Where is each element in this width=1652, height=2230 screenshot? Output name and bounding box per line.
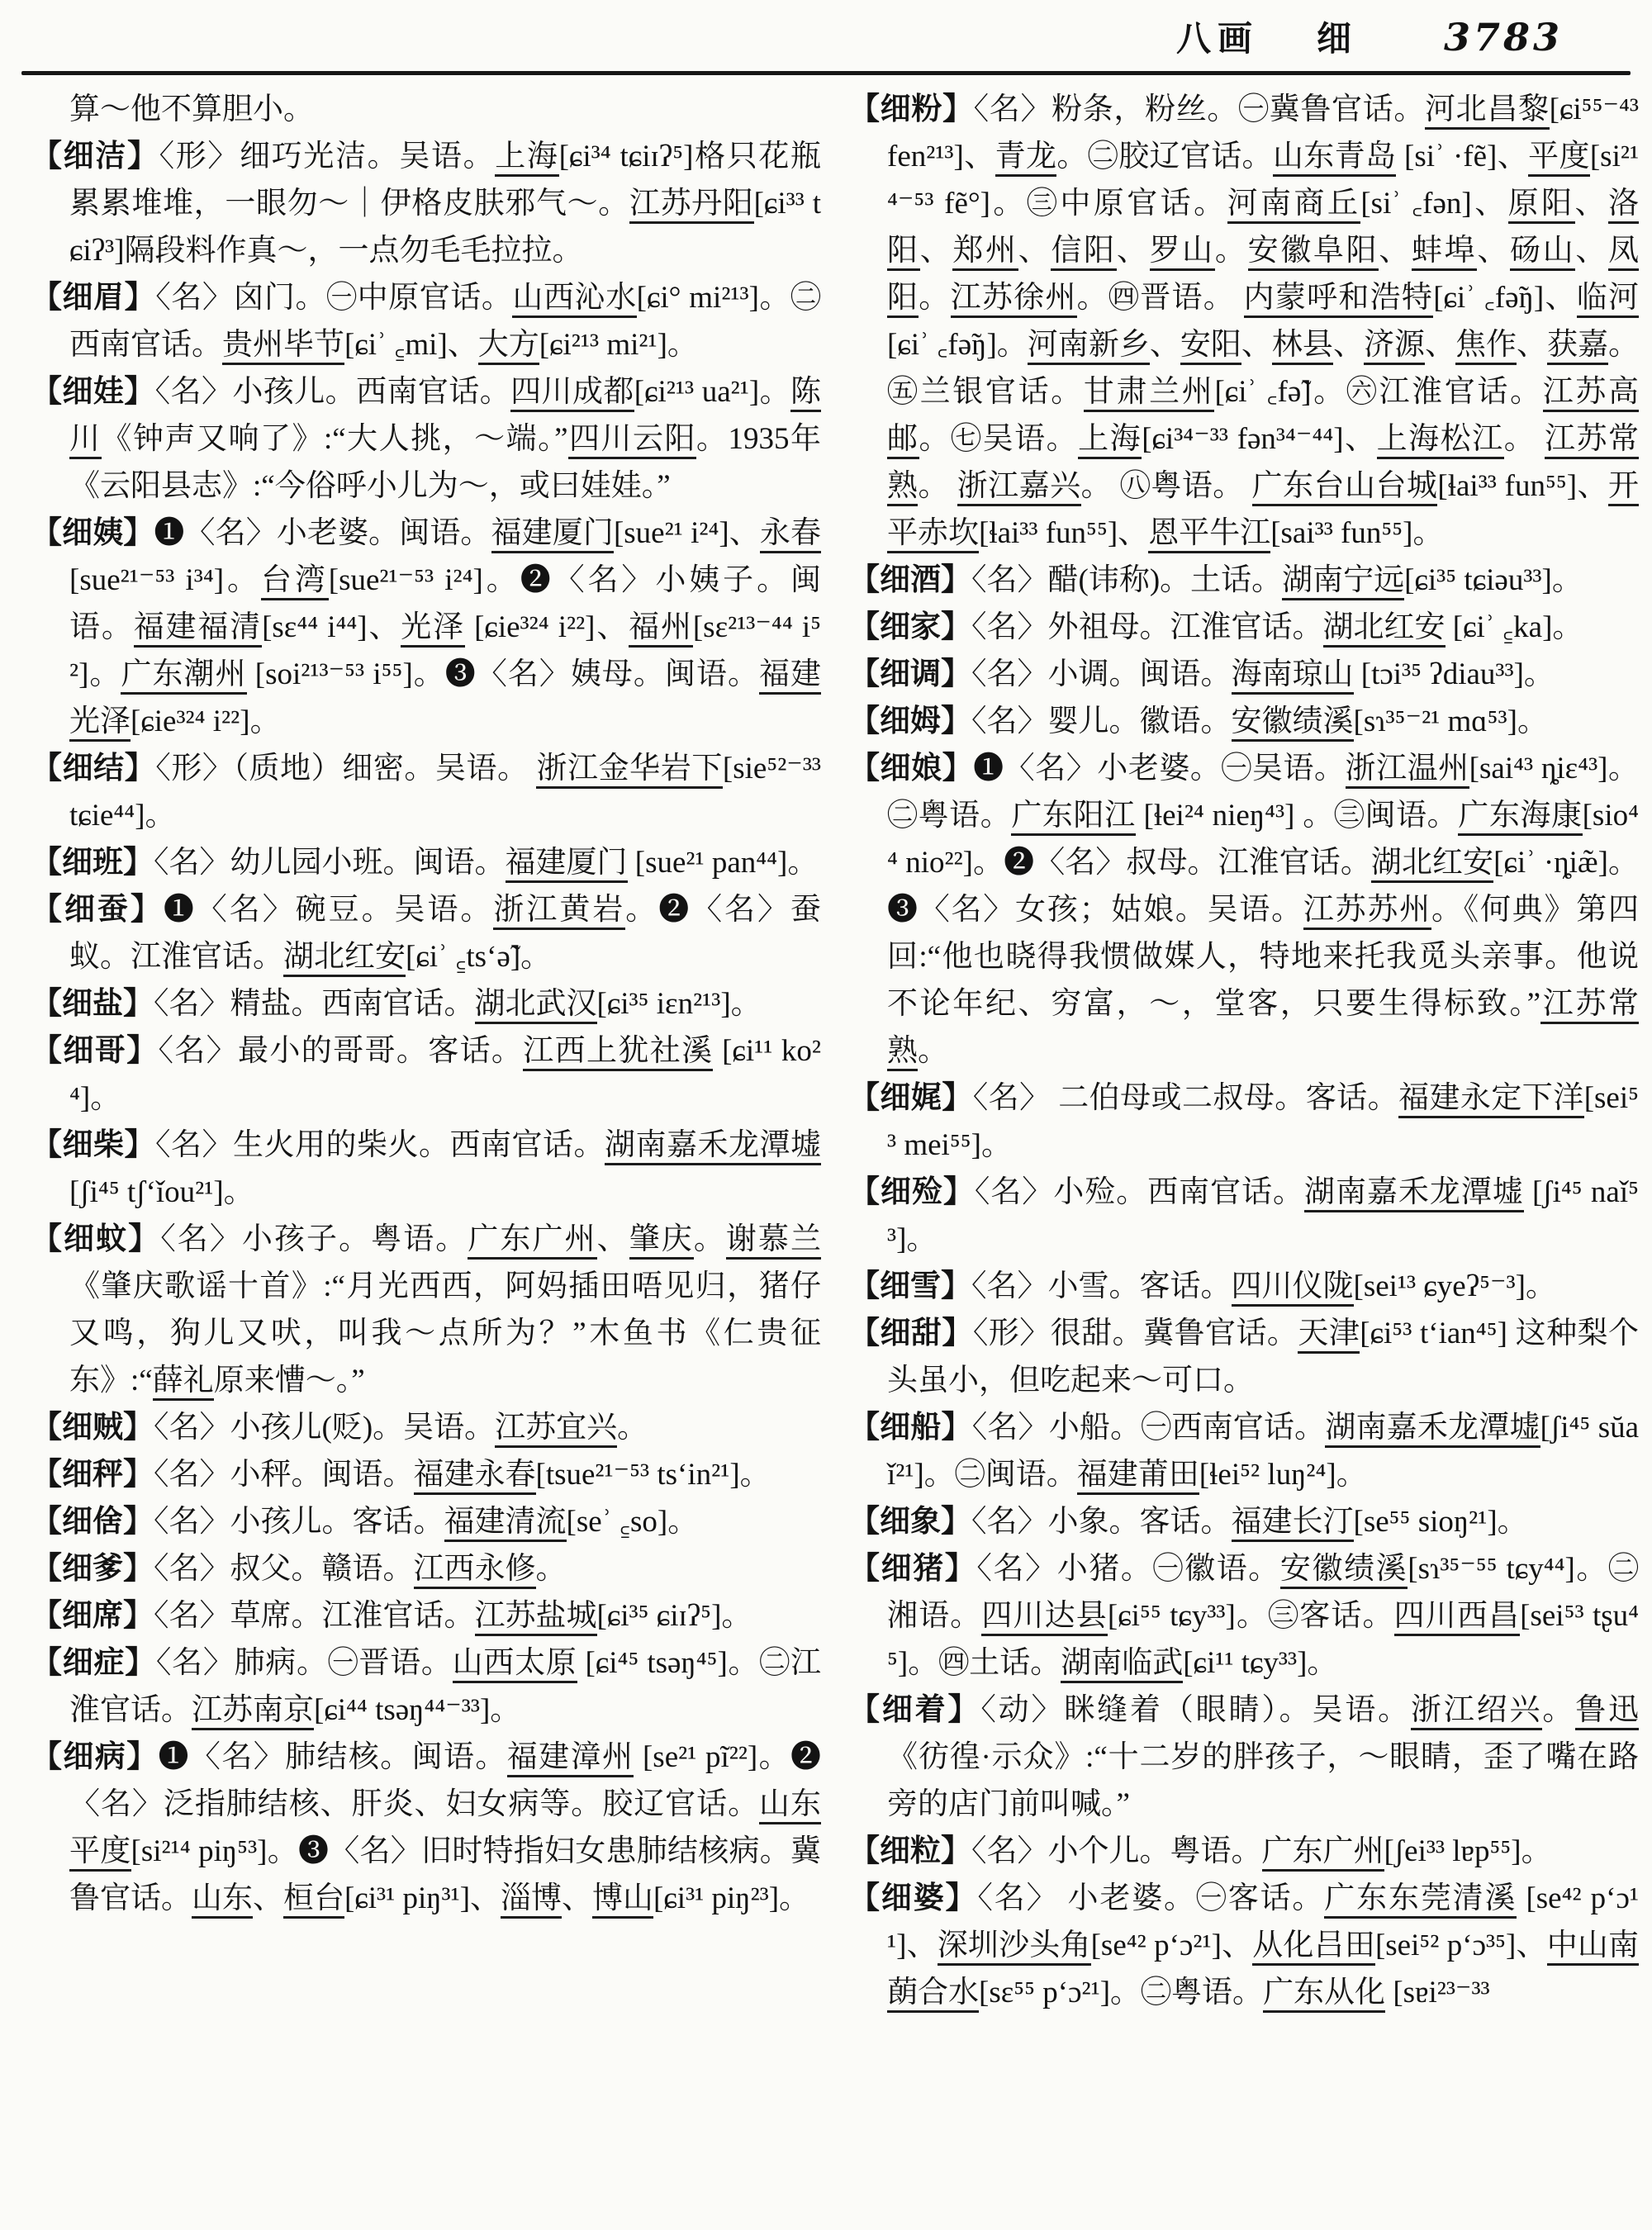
- proper-noun-underlined: 安阳: [1180, 328, 1241, 365]
- page-number: 3783: [1443, 15, 1563, 59]
- entry-headword: 【细蚕】: [31, 893, 164, 927]
- proper-noun-underlined: 青龙: [995, 140, 1057, 177]
- dictionary-entry: 【细结】〈形〉（质地）细密。吴语。 浙江金华岩下[sie⁵²⁻³³ tɕie⁴⁴]。: [31, 752, 821, 833]
- proper-noun-underlined: 海南琼山: [1232, 657, 1354, 695]
- proper-noun-underlined: 福建清流: [444, 1505, 567, 1542]
- dictionary-entry: 【细船】〈名〉小船。㊀西南官话。湖南嘉禾龙潭墟[ʃi⁴⁵ sŭaǐ²¹]。㊁闽语。福建莆田[ɬei⁵² luŋ²⁴]。: [849, 1404, 1639, 1498]
- proper-noun-underlined: 上海: [495, 140, 558, 177]
- proper-noun-underlined: 桓台: [283, 1881, 344, 1919]
- proper-noun-underlined: 甘肃兰州: [1084, 375, 1215, 412]
- entry-headword: 【细象】: [849, 1505, 971, 1539]
- proper-noun-underlined: 四川仪陇: [1232, 1269, 1354, 1307]
- dictionary-entry: 【细家】〈名〉外祖母。江淮官话。湖北红安 [ɕiʾ ꜁ka]。: [849, 604, 1639, 651]
- entry-headword: 【细娓】: [849, 1081, 973, 1115]
- proper-noun-underlined: 江苏徐州: [951, 281, 1077, 318]
- entry-headword: 【细柴】: [31, 1128, 155, 1162]
- entry-headword: 【细盐】: [31, 987, 154, 1021]
- proper-noun-underlined: 湖北红安: [283, 940, 406, 977]
- proper-noun-underlined: 永春: [760, 516, 821, 553]
- proper-noun-underlined: 河北昌黎: [1425, 93, 1550, 130]
- dictionary-entry: 【细秤】〈名〉小秤。闽语。福建永春[tsue²¹⁻⁵³ tsʻin²¹]。: [31, 1451, 821, 1498]
- proper-noun-underlined: 从化吕田: [1252, 1929, 1375, 1966]
- proper-noun-underlined: 广东从化: [1263, 1976, 1385, 2013]
- proper-noun-underlined: 湖南临武: [1061, 1646, 1183, 1683]
- proper-noun-underlined: 中山南蓢合水: [887, 1929, 1639, 2013]
- proper-noun-underlined: 广东阳江: [1011, 799, 1135, 836]
- dictionary-entry: 【细猪】〈名〉小猪。㊀徽语。安徽绩溪[sɿ³⁵⁻⁵⁵ tɕy⁴⁴]。㊁湘语。四川达县[ɕi⁵⁵ tɕy³³]。㊂客话。四川西昌[sei⁵³ tʂu⁴⁵]。㊃土话。湖南临武[ɕi¹¹ tɕy³³]。: [849, 1545, 1639, 1687]
- proper-noun-underlined: 河南商丘: [1227, 187, 1361, 224]
- proper-noun-underlined: 江苏盐城: [475, 1599, 597, 1636]
- dictionary-entry: 【细殓】〈名〉小殓。西南官话。湖南嘉禾龙潭墟 [ʃi⁴⁵ naǐ⁵³]。: [849, 1175, 1639, 1256]
- running-head-section: 八画: [1175, 21, 1259, 59]
- dictionary-entry: 【细雪】〈名〉小雪。客话。四川仪陇[sei¹³ ɕyeʔ⁵⁻³]。: [849, 1263, 1639, 1310]
- proper-noun-underlined: 淄博: [501, 1881, 562, 1919]
- entry-headword: 【细船】: [849, 1411, 972, 1445]
- proper-noun-underlined: 福建永春: [414, 1458, 536, 1495]
- proper-noun-underlined: 台湾: [261, 563, 329, 600]
- entry-headword: 【细病】: [31, 1740, 159, 1774]
- proper-noun-underlined: 福建厦门: [491, 516, 614, 553]
- proper-noun-underlined: 湖南嘉禾龙潭墟: [1304, 1175, 1524, 1212]
- proper-noun-underlined: 福建厦门: [506, 846, 628, 883]
- dictionary-entry: 【细席】〈名〉草席。江淮官话。江苏盐城[ɕi³⁵ ɕiɪʔ⁵]。: [31, 1592, 821, 1639]
- proper-noun-underlined: 四川云阳: [568, 422, 696, 459]
- right-column: [849, 86, 1639, 2225]
- proper-noun-underlined: 开平赤坎: [887, 469, 1639, 553]
- dictionary-entry: 【细蚕】❶〈名〉碗豆。吴语。浙江黄岩。❷〈名〉蚕蚁。江淮官话。湖北红安[ɕiʾ ꜁tsʻə̃]。: [31, 886, 821, 980]
- left-column: [31, 86, 821, 2200]
- proper-noun-underlined: 山西太原: [453, 1646, 577, 1683]
- proper-noun-underlined: 四川达县: [981, 1599, 1108, 1636]
- proper-noun-underlined: 湖北红安: [1323, 610, 1446, 648]
- entry-headword: 【细姆】: [849, 705, 971, 738]
- proper-noun-underlined: 大方: [478, 328, 539, 365]
- entry-headword: 【细哥】: [31, 1034, 159, 1068]
- entry-headword: 【细殓】: [849, 1175, 975, 1209]
- dictionary-entry: 【细姨】❶〈名〉小老婆。闽语。福建厦门[sue²¹ i²⁴]、永春[sue²¹⁻⁵³ i³⁴]。台湾[sue²¹⁻⁵³ i²⁴]。❷〈名〉小姨子。闽语。福建福清[sɛ⁴⁴ i⁴⁴]、光泽 [ɕie³²⁴ i²²]、福州[sɛ²¹³⁻⁴⁴ i⁵²]。广东潮州 [soi²¹³⁻⁵³ i⁵⁵]。❸〈名〉姨母。闽语。福建光泽[ɕie³²⁴ i²²]。: [31, 510, 821, 745]
- dictionary-entry: 【细爹】〈名〉叔父。赣语。江西永修。: [31, 1545, 821, 1592]
- entry-headword: 【细班】: [31, 846, 154, 880]
- dictionary-entry: 【细娓】〈名〉 二伯母或二叔母。客话。福建永定下洋[sei⁵³ mei⁵⁵]。: [849, 1081, 1639, 1162]
- dictionary-entry: 【细着】〈动〉眯缝着（眼睛）。吴语。浙江绍兴。鲁迅《彷徨·示众》:“十二岁的胖孩子，～眼睛，歪了嘴在路旁的店门前叫喊。”: [849, 1693, 1639, 1821]
- proper-noun-underlined: 河南新乡: [1028, 328, 1150, 365]
- proper-noun-underlined: 信阳: [1051, 234, 1116, 271]
- proper-noun-underlined: 福建永定下洋: [1398, 1081, 1584, 1118]
- proper-noun-underlined: 恩平牛江: [1148, 516, 1270, 553]
- proper-noun-underlined: 原阳: [1508, 187, 1575, 224]
- entry-headword: 【细娘】: [849, 752, 974, 785]
- dictionary-entry: 【细病】❶〈名〉肺结核。闽语。福建漳州 [se²¹ pĩ²²]。❷〈名〉泛指肺结核、肝炎、妇女病等。胶辽官话。山东平度[si²¹⁴ piŋ⁵³]。❸〈名〉旧时特指妇女患肺结核病。冀鲁官话。山东、桓台[ɕi³¹ piŋ³¹]、淄博、博山[ɕi³¹ piŋ²³]。: [31, 1734, 821, 1922]
- proper-noun-underlined: 深圳沙头角: [938, 1929, 1091, 1966]
- dictionary-entry: 【细酒】〈名〉醋(讳称)。土话。湖南宁远[ɕi³⁵ tɕiəu³³]。: [849, 557, 1639, 604]
- proper-noun-underlined: 肇庆: [629, 1222, 694, 1260]
- dictionary-entry: 【细娃】〈名〉小孩儿。西南官话。四川成都[ɕi²¹³ ua²¹]。陈川《钟声又响了》:“大人挑，～端。”四川云阳。1935年 《云阳县志》:“今俗呼小儿为～，或曰娃娃。”: [31, 375, 821, 503]
- proper-noun-underlined: 山东青岛: [1273, 140, 1396, 177]
- proper-noun-underlined: 安徽阜阳: [1248, 234, 1379, 271]
- entry-headword: 【细调】: [849, 657, 971, 691]
- proper-noun-underlined: 洛阳: [887, 187, 1639, 271]
- proper-noun-underlined: 安徽绩溪: [1232, 705, 1354, 742]
- running-head: [0, 12, 1612, 61]
- proper-noun-underlined: 江西永修: [414, 1552, 536, 1589]
- proper-noun-underlined: 湖北武汉: [475, 987, 597, 1024]
- proper-noun-underlined: 焦作: [1455, 328, 1517, 365]
- proper-noun-underlined: 浙江温州: [1346, 752, 1469, 789]
- dictionary-entry: 【细蚊】〈名〉小孩子。粤语。广东广州、肇庆。谢慕兰《肇庆歌谣十首》:“月光西西，阿妈插田唔见归，猪仔又鸣，狗儿又吠，叫我～点所为？”木鱼书《仁贵征东》:“薛礼原来慒～。”: [31, 1216, 821, 1404]
- dictionary-entry: 【细贼】〈名〉小孩儿(贬)。吴语。江苏宜兴。: [31, 1404, 821, 1451]
- dictionary-entry: 【细婆】〈名〉 小老婆。㊀客话。广东东莞清溪 [se⁴² pʻɔ¹¹]、深圳沙头角[se⁴² pʻɔ²¹]、从化吕田[sei⁵² pʻɔ³⁵]、中山南蓢合水[sɛ⁵⁵ pʻɔ²¹]。㊁粤语。广东从化 [sɐi²³⁻³³: [849, 1875, 1639, 2016]
- proper-noun-underlined: 浙江绍兴: [1411, 1693, 1542, 1730]
- proper-noun-underlined: 内蒙呼和浩特: [1244, 281, 1434, 318]
- proper-noun-underlined: 江苏丹阳: [629, 187, 754, 224]
- proper-noun-underlined: 福州: [629, 610, 693, 648]
- proper-noun-underlined: 蚌埠: [1412, 234, 1477, 271]
- proper-noun-underlined: 山西沁水: [512, 281, 636, 318]
- proper-noun-underlined: 湖南嘉禾龙潭墟: [605, 1128, 821, 1165]
- dictionary-entry: 【细眉】〈名〉囟门。㊀中原官话。山西沁水[ɕi° mi²¹³]。㊁西南官话。贵州毕节[ɕiʾ ꜁mi]、大方[ɕi²¹³ mi²¹]。: [31, 274, 821, 368]
- entry-headword: 【细娃】: [31, 375, 155, 409]
- dictionary-entry: 【细调】〈名〉小调。闽语。海南琼山 [tɔi³⁵ ʔdiau³³]。: [849, 651, 1639, 698]
- dictionary-entry: 【细娘】❶〈名〉小老婆。㊀吴语。浙江温州[sai⁴³ ȵiɛ⁴³]。㊁粤语。广东阳江 [ɬei²⁴ nieŋ⁴³] 。㊂闽语。广东海康[sio⁴⁴ nio²²]。❷〈名〉叔母。江淮官话。湖北红安[ɕiʾ ·ȵiæ̃]。❸〈名〉女孩；姑娘。吴语。江苏苏州。《何典》第四回:“他也晓得我惯做媒人，特地来托我觅头亲事。他说不论年纪、穷富，～，堂客，只要生得标致。”江苏常熟。: [849, 745, 1639, 1075]
- proper-noun-underlined: 获嘉: [1547, 328, 1608, 365]
- proper-noun-underlined: 广东广州: [468, 1222, 596, 1260]
- dictionary-entry: 【细甜】〈形〉很甜。冀鲁官话。天津[ɕi⁵³ tʻian⁴⁵] 这种梨个头虽小，但吃起来～可口。: [849, 1317, 1639, 1397]
- proper-noun-underlined: 福建漳州: [507, 1740, 634, 1777]
- proper-noun-underlined: 郑州: [952, 234, 1018, 271]
- dictionary-entry: 【细象】〈名〉小象。客话。福建长汀[se⁵⁵ sioŋ²¹]。: [849, 1498, 1639, 1545]
- proper-noun-underlined: 砀山: [1510, 234, 1575, 271]
- entry-headword: 【细症】: [31, 1646, 156, 1680]
- entry-headword: 【细贼】: [31, 1411, 154, 1445]
- entry-headword: 【细眉】: [31, 281, 156, 315]
- dictionary-entry: 【细盐】〈名〉精盐。西南官话。湖北武汉[ɕi³⁵ iɛn²¹³]。: [31, 980, 821, 1027]
- entry-headword: 【细着】: [849, 1693, 981, 1727]
- running-head-character: 细: [1316, 21, 1353, 59]
- proper-noun-underlined: 广东潮州: [121, 657, 246, 695]
- proper-noun-underlined: 四川西昌: [1394, 1599, 1521, 1636]
- proper-noun-underlined: 浙江嘉兴: [957, 469, 1081, 506]
- proper-noun-underlined: 广东广州: [1262, 1834, 1384, 1872]
- proper-noun-underlined: 薛礼: [153, 1364, 214, 1401]
- proper-noun-underlined: 福建长汀: [1232, 1505, 1354, 1542]
- proper-noun-underlined: 广东台山台城: [1252, 469, 1438, 506]
- entry-headword: 【细结】: [31, 752, 156, 785]
- proper-noun-underlined: 浙江黄岩: [493, 893, 625, 930]
- proper-noun-underlined: 光泽: [401, 610, 465, 648]
- dictionary-entry: 【细柴】〈名〉生火用的柴火。西南官话。湖南嘉禾龙潭墟[ʃi⁴⁵ tʃʻǐou²¹]。: [31, 1128, 821, 1209]
- proper-noun-underlined: 江苏常熟: [887, 987, 1639, 1071]
- proper-noun-underlined: 福建福清: [134, 610, 262, 648]
- entry-headword: 【细雪】: [849, 1269, 971, 1303]
- proper-noun-underlined: 平度: [1528, 140, 1590, 177]
- proper-noun-underlined: 罗山: [1150, 234, 1215, 271]
- dictionary-entry: 【细洁】〈形〉细巧光洁。吴语。上海[ɕi³⁴ tɕiɪʔ⁵]格只花瓶累累堆堆，一眼勿～｜伊格皮肤邪气～。江苏丹阳[ɕi³³ tɕiʔ³]隔段料作真～，一点勿毛毛拉拉。: [31, 140, 821, 268]
- proper-noun-underlined: 凤阳: [887, 234, 1639, 318]
- proper-noun-underlined: 鲁迅: [1575, 1693, 1639, 1730]
- proper-noun-underlined: 贵州毕节: [222, 328, 344, 365]
- proper-noun-underlined: 福建光泽: [69, 657, 821, 742]
- entry-headword: 【细蚊】: [31, 1222, 161, 1256]
- entry-headword: 【细粒】: [849, 1834, 971, 1868]
- proper-noun-underlined: 山东平度: [69, 1787, 821, 1872]
- continuation-text: 算～他不算胆小。: [69, 93, 314, 126]
- dictionary-entry: 【细倽】〈名〉小孩儿。客话。福建清流[seʾ ꜁so]。: [31, 1498, 821, 1545]
- header-rule: [21, 71, 1631, 75]
- entry-headword: 【细席】: [31, 1599, 154, 1633]
- proper-noun-underlined: 江苏宜兴: [495, 1411, 617, 1448]
- proper-noun-underlined: 江苏南京: [192, 1693, 314, 1730]
- entry-headword: 【细爹】: [31, 1552, 154, 1586]
- entry-headword: 【细家】: [849, 610, 971, 644]
- proper-noun-underlined: 江苏常熟: [887, 422, 1639, 506]
- dictionary-entry: 【细粉】〈名〉粉条，粉丝。㊀冀鲁官话。河北昌黎[ɕi⁵⁵⁻⁴³ fen²¹³]、青龙。㊁胶辽官话。山东青岛 [siʾ ·fẽ]、平度[si²¹⁴⁻⁵³ fẽ°]。㊂中原官话。河南商丘[siʾ ꜀fən]、原阳、洛阳、郑州、信阳、罗山。安徽阜阳、蚌埠、砀山、凤阳。江苏徐州。㊃晋语。 内蒙呼和浩特[ɕiʾ ꜀fə̃ŋ]、临河 [ɕiʾ ꜀fə̃ŋ]。河南新乡、安阳、林县、济源、焦作、获嘉。㊄兰银官话。甘肃兰州[ɕiʾ ꜀fə̃]。㊅江淮官话。江苏高邮。㊆吴语。上海[ɕi³⁴⁻³³ fən³⁴⁻⁴⁴]、上海松江。 江苏常熟。 浙江嘉兴。 ㊇粤语。 广东台山台城[ɬai³³ fun⁵⁵]、开平赤坎[ɬai³³ fun⁵⁵]、恩平牛江[sai³³ fun⁵⁵]。: [849, 86, 1639, 557]
- proper-noun-underlined: 安徽绩溪: [1280, 1552, 1408, 1589]
- proper-noun-underlined: 江苏高邮: [887, 375, 1639, 459]
- proper-noun-underlined: 天津: [1298, 1317, 1360, 1354]
- proper-noun-underlined: 上海松江: [1377, 422, 1504, 459]
- entry-headword: 【细粉】: [849, 93, 974, 126]
- entry-headword: 【细酒】: [849, 563, 971, 597]
- proper-noun-underlined: 谢慕兰: [726, 1222, 821, 1260]
- dictionary-entry: 【细班】〈名〉幼儿园小班。闽语。福建厦门 [sue²¹ pan⁴⁴]。: [31, 839, 821, 886]
- proper-noun-underlined: 江西上犹社溪: [523, 1034, 713, 1071]
- entry-headword: 【细洁】: [31, 140, 159, 173]
- entry-headword: 【细猪】: [849, 1552, 977, 1586]
- entry-headword: 【细婆】: [849, 1881, 978, 1915]
- proper-noun-underlined: 山东: [192, 1881, 253, 1919]
- proper-noun-underlined: 福建莆田: [1077, 1458, 1199, 1495]
- entry-headword: 【细甜】: [849, 1317, 973, 1350]
- proper-noun-underlined: 陈川: [69, 375, 821, 459]
- entry-headword: 【细姨】: [31, 516, 154, 550]
- dictionary-entry: 【细症】〈名〉肺病。㊀晋语。山西太原 [ɕi⁴⁵ tsəŋ⁴⁵]。㊁江淮官话。江苏南京[ɕi⁴⁴ tsəŋ⁴⁴⁻³³]。: [31, 1639, 821, 1734]
- dictionary-entry: 【细粒】〈名〉小个儿。粤语。广东广州[ʃei³³ lɐp⁵⁵]。: [849, 1828, 1639, 1875]
- entry-headword: 【细秤】: [31, 1458, 154, 1492]
- proper-noun-underlined: 博山: [592, 1881, 653, 1919]
- proper-noun-underlined: 临河: [1577, 281, 1639, 318]
- proper-noun-underlined: 广东东莞清溪: [1324, 1881, 1517, 1919]
- proper-noun-underlined: 广东海康: [1458, 799, 1582, 836]
- proper-noun-underlined: 湖北红安: [1371, 846, 1493, 883]
- entry-headword: 【细倽】: [31, 1505, 154, 1539]
- dictionary-entry: 【细哥】〈名〉最小的哥哥。客话。江西上犹社溪 [ɕi¹¹ ko²⁴]。: [31, 1034, 821, 1115]
- dictionary-entry: 【细姆】〈名〉婴儿。徽语。安徽绩溪[sɿ³⁵⁻²¹ mɑ⁵³]。: [849, 698, 1639, 745]
- proper-noun-underlined: 上海: [1078, 422, 1142, 459]
- proper-noun-underlined: 浙江金华岩下: [536, 752, 722, 789]
- proper-noun-underlined: 济源: [1364, 328, 1425, 365]
- proper-noun-underlined: 湖南嘉禾龙潭墟: [1325, 1411, 1540, 1448]
- proper-noun-underlined: 江苏苏州: [1303, 893, 1431, 930]
- proper-noun-underlined: 四川成都: [510, 375, 634, 412]
- proper-noun-underlined: 湖南宁远: [1282, 563, 1404, 600]
- proper-noun-underlined: 林县: [1272, 328, 1333, 365]
